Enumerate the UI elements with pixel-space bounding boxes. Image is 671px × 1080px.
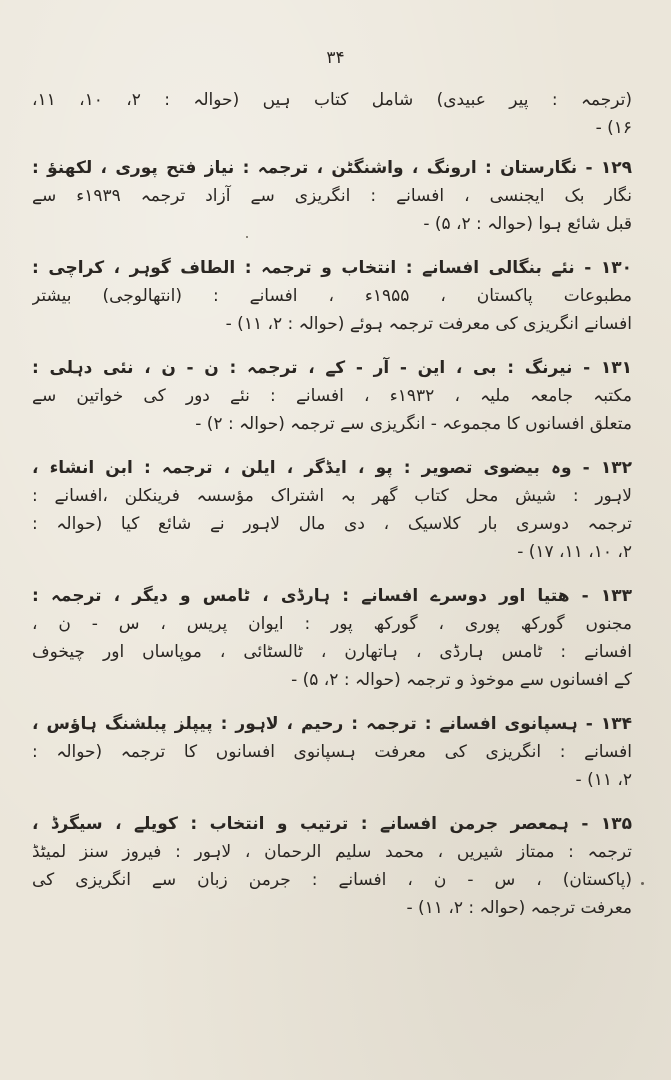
entry-continuation: [32, 86, 632, 142]
entry-line: معرفت ترجمہ (حوالہ : ۲، ۱۱) -: [406, 898, 632, 918]
entry-line: ۱۳۴ - ہسپانوی افسانے : ترجمہ : رحیم ، لاہور : پیپلز پبلشنگ ہاؤس ،: [32, 714, 632, 734]
page-content: [32, 86, 632, 922]
entry-line: متعلق افسانوں کا مجموعہ - انگریزی سے ترجمہ (حوالہ : ۲) -: [195, 414, 632, 434]
entry-134: [32, 710, 632, 794]
entry-line: کے افسانوں سے موخوذ و ترجمہ (حوالہ : ۲، ۵) -: [291, 670, 632, 690]
entry-line: ۱۲۹ - نگارستان : ارونگ ، واشنگٹن ، ترجمہ : نیاز فتح پوری ، لکھنؤ :: [32, 158, 632, 178]
entry-line: قبل شائع ہوا (حوالہ : ۲، ۵) -: [423, 214, 632, 234]
entry-135: [32, 810, 632, 922]
entry-line: (پاکستان) ، س - ن ، افسانے : جرمن زبان سے انگریزی کی: [32, 870, 632, 890]
entry-line: مطبوعات پاکستان ، ۱۹۵۵ء ، افسانے : (انتھالوجی) بیشتر: [32, 286, 632, 306]
entry-line: مکتبہ جامعہ ملیہ ، ۱۹۳۲ء ، افسانے : نئے دور کی خواتین سے: [32, 386, 632, 406]
entry-131: [32, 354, 632, 438]
entry-line: ۱۳۲ - وہ بیضوی تصویر : پو ، ایڈگر ، ایلن ، ترجمہ : ابن انشاء ،: [32, 458, 632, 478]
entry-line: ۱۳۱ - نیرنگ : بی ، این - آر - کے ، ترجمہ : ن - ن ، نئی دہلی :: [32, 358, 632, 378]
entry-line: ۲، ۱۱) -: [575, 770, 632, 790]
entry-130: [32, 254, 632, 338]
entry-line: ۱۳۵ - ہمعصر جرمن افسانے : ترتیب و انتخاب : کویلے ، سیگرڈ ،: [32, 814, 632, 834]
entry-line: مجنوں گورکھ پوری ، گورکھ پور : ایوان پریس ، س - ن ،: [32, 614, 632, 634]
entry-line: افسانے : ٹامس ہارڈی ، ہاتھارن ، ٹالسٹائی ، موپاساں اور چیخوف: [32, 642, 632, 662]
entry-line: ترجمہ : ممتاز شیریں ، محمد سلیم الرحمان ، لاہور : فیروز سنز لمیٹڈ: [32, 842, 632, 862]
scan-speck: [641, 882, 644, 885]
entry-line: ترجمہ دوسری بار کلاسیک ، دی مال لاہور نے شائع کیا (حوالہ :: [32, 514, 632, 534]
entry-line: (ترجمہ : پیر عبیدی) شامل کتاب ہیں (حوالہ : ۲، ۱۰، ۱۱،: [32, 90, 632, 110]
entry-129: [32, 154, 632, 238]
entry-line: نگار بک ایجنسی ، افسانے : انگریزی سے آزاد ترجمہ ۱۹۳۹ء سے: [32, 186, 632, 206]
entry-line: ۱۶) -: [595, 118, 632, 138]
entry-line: ۱۳۳ - ھتیا اور دوسرے افسانے : ہارڈی ، ٹامس و دیگر ، ترجمہ :: [32, 586, 632, 606]
page-number: ۳۴: [326, 48, 345, 68]
entry-line: ۱۳۰ - نئے بنگالی افسانے : انتخاب و ترجمہ : الطاف گوہر ، کراچی :: [32, 258, 632, 278]
entry-line: لاہور : شیش محل کتاب گھر بہ اشتراک مؤسسہ فرینکلن ،افسانے :: [32, 486, 632, 506]
entry-132: [32, 454, 632, 566]
entry-133: [32, 582, 632, 694]
entry-line: ۲، ۱۰، ۱۱، ۱۷) -: [517, 542, 632, 562]
entry-line: افسانے انگریزی کی معرفت ترجمہ ہوئے (حوالہ : ۲، ۱۱) -: [225, 314, 632, 334]
scan-speck: [246, 236, 248, 238]
entry-line: افسانے : انگریزی کی معرفت ہسپانوی افسانوں کا ترجمہ (حوالہ :: [32, 742, 632, 762]
